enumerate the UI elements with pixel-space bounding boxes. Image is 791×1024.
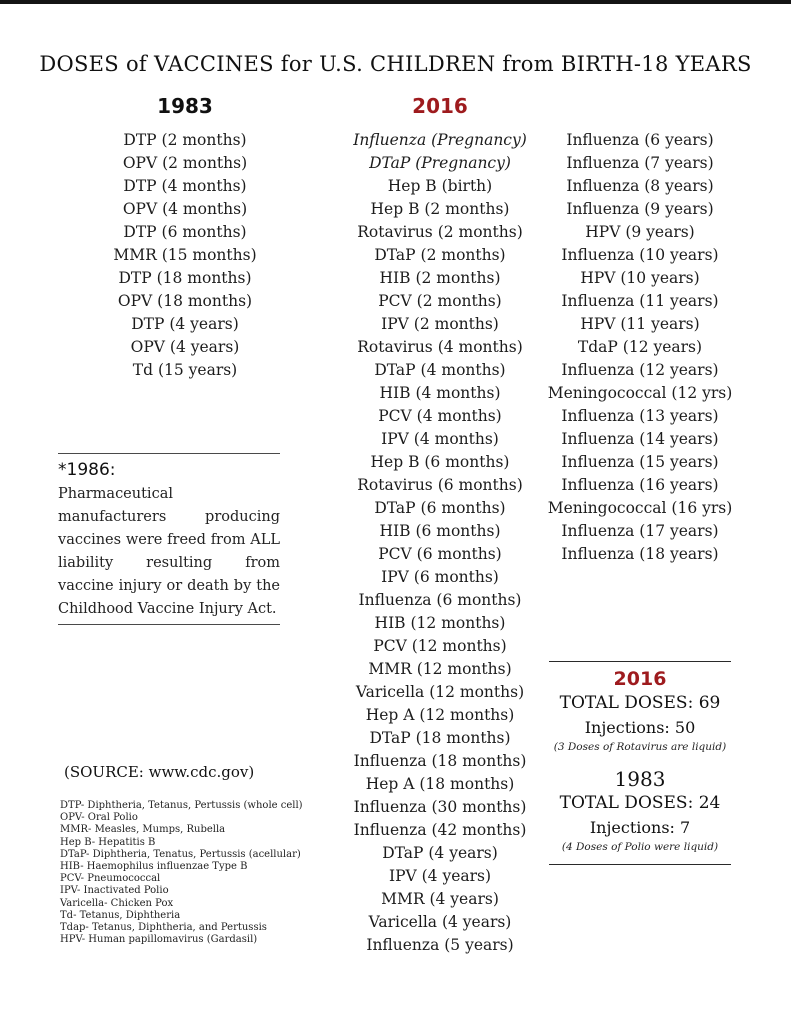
vaccine-entry: IPV (2 months) [381, 315, 499, 333]
legend-entry: Varicella- Chicken Pox [60, 897, 174, 909]
totals-1983-doses: TOTAL DOSES: 24 [559, 793, 721, 813]
vaccine-entry: Influenza (10 years) [561, 246, 719, 264]
legend-entry: DTaP- Diphtheria, Tenatus, Pertussis (acellular) [60, 848, 301, 860]
vaccine-entry: TdaP (12 years) [577, 338, 703, 356]
vaccine-entry: Hep A (12 months) [365, 706, 515, 724]
vaccine-entry: Varicella (12 months) [355, 683, 525, 701]
vaccine-entry: HPV (10 years) [580, 269, 700, 287]
vaccine-entry: Influenza (17 years) [561, 522, 719, 540]
vaccine-entry: Hep A (18 months) [365, 775, 515, 793]
abbreviation-legend [60, 800, 320, 946]
vaccine-entry: IPV (6 months) [381, 568, 499, 586]
totals-2016-note: (3 Doses of Rotavirus are liquid) [553, 741, 727, 753]
vaccine-entry: HIB (2 months) [379, 269, 501, 287]
vaccine-entry: MMR (4 years) [381, 890, 499, 908]
vaccine-entry: Influenza (11 years) [561, 292, 719, 310]
vaccine-entry: Influenza (16 years) [561, 476, 719, 494]
vaccine-entry: Influenza (12 years) [561, 361, 719, 379]
vaccine-entry: Influenza (5 years) [366, 936, 514, 954]
vaccine-entry: DTaP (6 months) [374, 499, 506, 517]
vaccine-entry: PCV (6 months) [378, 545, 502, 563]
vaccine-entry: Influenza (9 years) [566, 200, 714, 218]
vaccine-entry: Rotavirus (4 months) [357, 338, 523, 356]
vaccine-entry: OPV (2 months) [122, 154, 248, 172]
vaccine-entry: PCV (2 months) [378, 292, 502, 310]
vaccine-entry: Influenza (Pregnancy) [353, 131, 527, 149]
legend-entry: Tdap- Tetanus, Diphtheria, and Pertussis [60, 922, 267, 934]
vaccine-entry: Influenza (42 months) [353, 821, 527, 839]
vaccine-list-2016-col1 [315, 129, 565, 957]
vaccine-entry: Influenza (15 years) [561, 453, 719, 471]
vaccine-entry: Influenza (8 years) [566, 177, 714, 195]
vaccine-entry: HIB (4 months) [379, 384, 501, 402]
vaccine-entry: Influenza (6 months) [358, 591, 522, 609]
vaccine-entry: Influenza (18 years) [561, 545, 719, 563]
vaccine-entry: HIB (6 months) [379, 522, 501, 540]
vaccine-entry: Hep B (2 months) [370, 200, 510, 218]
vaccine-entry: OPV (18 months) [117, 292, 253, 310]
vaccine-entry: OPV (4 months) [122, 200, 248, 218]
vaccine-entry: HPV (9 years) [585, 223, 695, 241]
vaccine-entry: DTaP (18 months) [369, 729, 511, 747]
vaccine-entry: Influenza (30 months) [353, 798, 527, 816]
vaccine-entry: Influenza (7 years) [566, 154, 714, 172]
vaccine-entry: DTP (6 months) [123, 223, 247, 241]
vaccine-entry: Hep B (6 months) [370, 453, 510, 471]
legend-entry: Td- Tetanus, Diphtheria [60, 909, 181, 921]
vaccine-entry: HIB (12 months) [374, 614, 506, 632]
totals-2016-doses: TOTAL DOSES: 69 [559, 693, 721, 713]
totals-panel [549, 661, 731, 865]
vaccine-entry: OPV (4 years) [130, 338, 240, 356]
vaccine-entry: DTaP (4 years) [382, 844, 498, 862]
vaccine-entry: DTP (4 years) [131, 315, 239, 333]
liability-note-body: Pharmaceutical manufacturers producing vaccines were freed from ALL liability resulting from vaccine injury or death by the Childhood Vaccine Injury Act. [58, 486, 280, 617]
vaccine-list-1983 [60, 129, 310, 382]
vaccine-entry: IPV (4 years) [388, 867, 492, 885]
vaccine-entry: DTP (18 months) [118, 269, 252, 287]
vaccine-entry: PCV (4 months) [378, 407, 502, 425]
source-line: (SOURCE: www.cdc.gov) [64, 763, 255, 781]
vaccine-entry: PCV (12 months) [373, 637, 507, 655]
totals-1983-year: 1983 [614, 767, 666, 791]
vaccine-entry: Meningococcal (16 yrs) [547, 499, 733, 517]
legend-entry: HIB- Haemophilus influenzae Type B [60, 861, 248, 873]
vaccine-entry: DTaP (4 months) [374, 361, 506, 379]
column-header-2016: 2016 [412, 94, 468, 118]
legend-entry: PCV- Pneumococcal [60, 873, 161, 885]
legend-entry: IPV- Inactivated Polio [60, 885, 169, 897]
vaccine-entry: DTP (2 months) [123, 131, 247, 149]
vaccine-entry: MMR (15 months) [113, 246, 257, 264]
vaccine-entry: Rotavirus (6 months) [357, 476, 523, 494]
liability-note [58, 453, 280, 625]
totals-1983-injections: Injections: 7 [589, 818, 691, 837]
vaccine-entry: DTaP (Pregnancy) [369, 154, 511, 172]
liability-note-heading: *1986: [58, 460, 116, 480]
totals-1983-note: (4 Doses of Polio were liquid) [561, 841, 719, 853]
vaccine-entry: Hep B (birth) [387, 177, 493, 195]
legend-entry: DTP- Diphtheria, Tetanus, Pertussis (whole cell) [60, 800, 303, 811]
legend-entry: OPV- Oral Polio [60, 812, 138, 824]
totals-2016-injections: Injections: 50 [584, 718, 696, 737]
vaccine-entry: Influenza (6 years) [566, 131, 714, 149]
vaccine-entry: DTP (4 months) [123, 177, 247, 195]
vaccine-entry: Influenza (13 years) [561, 407, 719, 425]
vaccine-entry: Rotavirus (2 months) [357, 223, 523, 241]
vaccine-entry: Meningococcal (12 yrs) [547, 384, 733, 402]
vaccine-entry: Influenza (14 years) [561, 430, 719, 448]
legend-entry: MMR- Measles, Mumps, Rubella [60, 824, 226, 836]
page-title: DOSES of VACCINES for U.S. CHILDREN from BIRTH-18 YEARS [39, 52, 752, 76]
vaccine-entry: MMR (12 months) [368, 660, 512, 678]
column-header-1983: 1983 [157, 94, 213, 118]
vaccine-entry: DTaP (2 months) [374, 246, 506, 264]
vaccine-list-2016-col2 [530, 129, 750, 566]
totals-2016-year: 2016 [613, 668, 667, 690]
legend-entry: HPV- Human papillomavirus (Gardasil) [60, 934, 258, 946]
vaccine-entry: Td (15 years) [132, 361, 238, 379]
vaccine-entry: IPV (4 months) [381, 430, 499, 448]
vaccine-entry: HPV (11 years) [580, 315, 700, 333]
scan-border-top [0, 0, 791, 4]
legend-entry: Hep B- Hepatitis B [60, 836, 156, 848]
vaccine-entry: Varicella (4 years) [368, 913, 512, 931]
vaccine-entry: Influenza (18 months) [353, 752, 527, 770]
